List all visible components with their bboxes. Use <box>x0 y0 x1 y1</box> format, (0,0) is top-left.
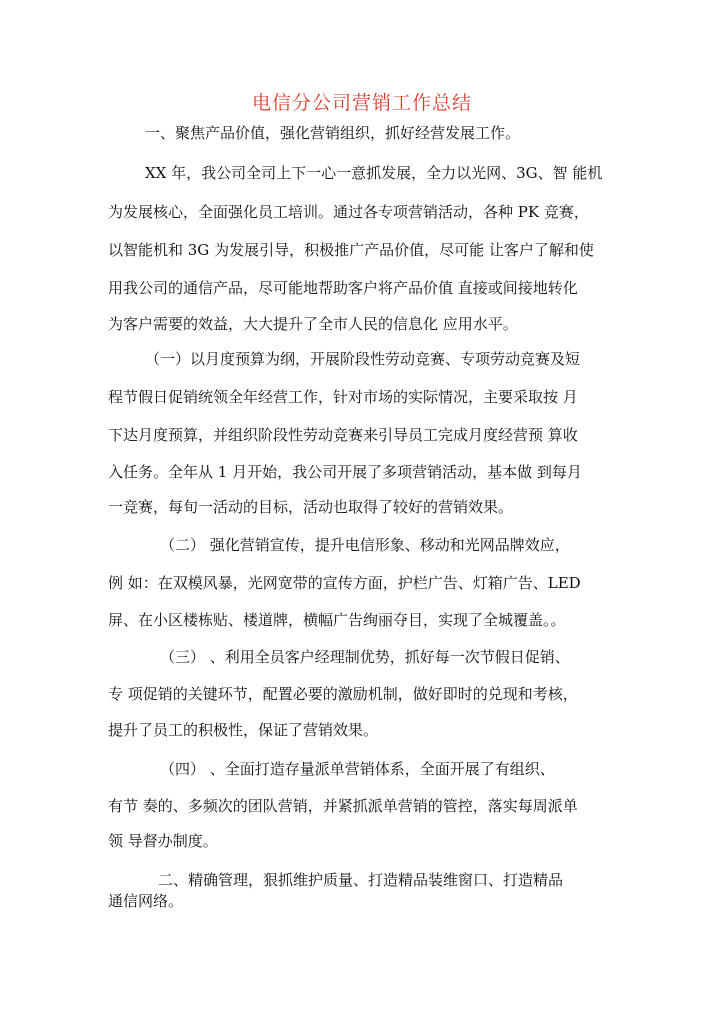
paragraph-line: 例 如：在双模风暴，光网宽带的宣传方面，护栏广告、灯箱广告、LED <box>108 574 581 592</box>
paragraph-line: （三） 、利用全员客户经理制优势，抓好每一次节假日促销、 <box>160 648 570 666</box>
paragraph-line: 提升了员工的积极性，保证了营销效果。 <box>108 721 379 739</box>
paragraph-line: 以智能机和 3G 为发展引导，积极推广产品价值，尽可能 让客户了解和使 <box>108 241 594 259</box>
paragraph-line: 下达月度预算，并组织阶段性劳动竞赛来引导员工完成月度经营预 算收 <box>108 426 578 444</box>
paragraph-line: 有节 奏的、多频次的团队营销，并紧抓派单营销的管控，落实每周派单 <box>108 797 578 815</box>
paragraph-line: 程节假日促销统领全年经营工作，针对市场的实际情况，主要采取按 月 <box>108 388 578 406</box>
paragraph-line: 屏、在小区楼栋贴、楼道牌，横幅广告绚丽夺目，实现了全城覆盖。。 <box>108 611 566 629</box>
section-heading-2: 二、精确管理，狠抓维护质量、打造精品装维窗口、打造精品 <box>158 871 564 889</box>
paragraph-line: 专 项促销的关键环节，配置必要的激励机制，做好即时的兑现和考核， <box>108 685 578 703</box>
paragraph-line: （二） 强化营销宣传，提升电信形象、移动和光网品牌效应， <box>160 536 570 554</box>
paragraph-line: 为客户需要的效益，大大提升了全市人民的信息化 应用水平。 <box>108 315 518 333</box>
paragraph-line: 领 导督办制度。 <box>108 832 218 850</box>
paragraph-line: 用我公司的通信产品，尽可能地帮助客户将产品价值 直接或间接地转化 <box>108 279 578 297</box>
document-title: 电信分公司营销工作总结 <box>251 92 472 114</box>
paragraph-line: （一）以月度预算为纲，开展阶段性劳动竞赛、专项劳动竞赛及短 <box>145 350 581 368</box>
paragraph-line: 为发展核心，全面强化员工培训。通过各专项营销活动，各种 PK 竞赛， <box>108 203 589 221</box>
paragraph-line: 一竞赛，每旬一活动的目标，活动也取得了较好的营销效果。 <box>108 498 514 516</box>
paragraph-line: 入任务。全年从 1 月开始，我公司开展了多项营销活动，基本做 到每月 <box>108 463 582 481</box>
paragraph-line: XX 年，我公司全司上下一心一意抓发展，全力以光网、3G、智 能机 <box>145 164 603 182</box>
section-heading-1: 一、聚焦产品价值，强化营销组织，抓好经营发展工作。 <box>145 124 521 142</box>
paragraph-line: （四） 、全面打造存量派单营销体系，全面开展了有组织、 <box>160 760 555 778</box>
paragraph-line: 通信网络。 <box>108 892 184 910</box>
